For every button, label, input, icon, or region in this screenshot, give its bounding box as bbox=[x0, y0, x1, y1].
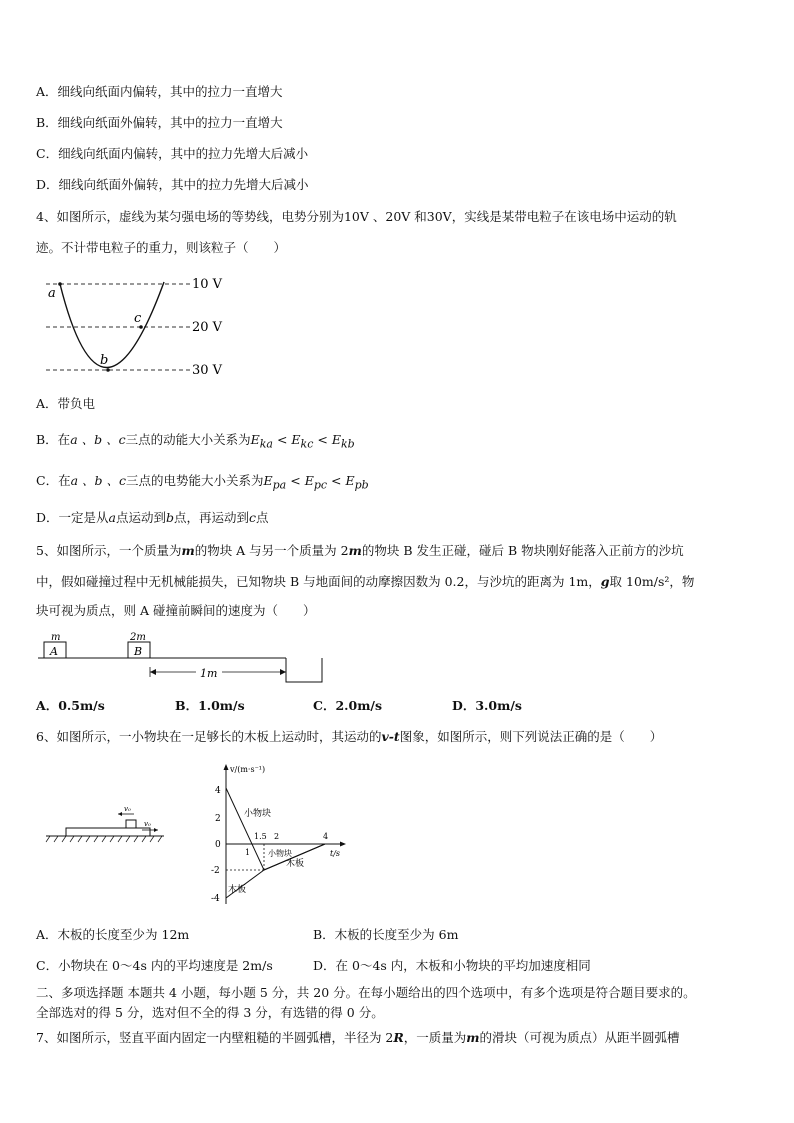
q6-option-d: D．在 0～4s 内，木板和小物块的平均加速度相同 bbox=[313, 958, 591, 973]
label-block-2: 小物块 bbox=[268, 849, 292, 858]
block-a-label: A bbox=[50, 645, 58, 658]
board-velocity-label: v₀ bbox=[144, 820, 151, 828]
block-b-mass: 2m bbox=[130, 632, 146, 643]
q5-stem-line2: 中，假如碰撞过程中无机械能损失，已知物块 B 与地面间的动摩擦因数为 0.2，与沙坑的距离为 1m，g取 10m/s²，物 bbox=[36, 574, 695, 589]
q5-option-d: D．3.0m/s bbox=[452, 698, 522, 713]
distance-label: 1m bbox=[200, 667, 218, 680]
t-axis-label: t/s bbox=[330, 849, 341, 858]
point-b: b bbox=[100, 353, 109, 368]
tick-x15: 1.5 bbox=[254, 832, 267, 841]
q3-option-c: C．细线向纸面内偏转，其中的拉力先增大后减小 bbox=[36, 146, 309, 161]
q5-option-b: B．1.0m/s bbox=[175, 698, 245, 713]
q3-option-d: D．细线向纸面外偏转，其中的拉力先增大后减小 bbox=[36, 177, 309, 192]
q4-option-a: A．带负电 bbox=[36, 396, 96, 411]
block-velocity-label: v₀ bbox=[124, 805, 131, 813]
label-10v: 10 V bbox=[192, 277, 223, 292]
board bbox=[66, 828, 150, 836]
label-board-2: 木板 bbox=[228, 885, 247, 895]
tick-yn4: -4 bbox=[211, 894, 220, 904]
tick-y2: 2 bbox=[215, 814, 221, 824]
tick-x1: 1 bbox=[245, 848, 251, 857]
q6-stem: 6、如图所示，一小物块在一足够长的木板上运动时，其运动的v-t图象，如图所示，则下列说法正确的是（ ） bbox=[36, 729, 663, 744]
q6-option-a: A．木板的长度至少为 12m bbox=[36, 927, 190, 942]
q6-option-c: C．小物块在 0～4s 内的平均速度是 2m/s bbox=[36, 958, 273, 973]
q4-equipotential-figure bbox=[40, 272, 240, 382]
q6-board-figure bbox=[46, 806, 176, 856]
sand-pit bbox=[286, 658, 322, 682]
block-b-label: B bbox=[134, 645, 143, 658]
point-c: c bbox=[134, 311, 142, 326]
q5-option-c: C．2.0m/s bbox=[313, 698, 383, 713]
q5-option-a: A．0.5m/s bbox=[36, 698, 105, 713]
q6-vt-graph bbox=[206, 760, 356, 910]
q4-option-b: B．在a 、b 、c三点的动能大小关系为$E_{ka} < E_{kc} < E_{kb}$ bbox=[36, 432, 355, 451]
point-a: a bbox=[48, 286, 56, 301]
q6-option-b: B．木板的长度至少为 6m bbox=[313, 927, 459, 942]
q3-option-a: A．细线向纸面内偏转，其中的拉力一直增大 bbox=[36, 84, 283, 99]
section2-line2: 全部选对的得 5 分，选对但不全的得 3 分，有选错的得 0 分。 bbox=[36, 1005, 384, 1020]
q3-option-b: B．细线向纸面外偏转，其中的拉力一直增大 bbox=[36, 115, 283, 130]
block-a-mass: m bbox=[51, 632, 61, 643]
label-block: 小物块 bbox=[244, 809, 272, 819]
v-axis-label: v/(m·s⁻¹) bbox=[230, 765, 266, 774]
tick-x2: 2 bbox=[274, 832, 280, 841]
tick-x4: 4 bbox=[323, 832, 329, 841]
particle-trajectory bbox=[60, 282, 164, 368]
section2-line1: 二、多项选择题 本题共 4 小题，每小题 5 分，共 20 分。在每小题给出的四个选项中，有多个选项是符合题目要求的。 bbox=[36, 985, 696, 1000]
q4-option-c: C．在a 、b 、c三点的电势能大小关系为$E_{pa} < E_{pc} < E_{pb}$ bbox=[36, 473, 369, 492]
block-line-1 bbox=[226, 788, 264, 870]
q5-collision-figure bbox=[38, 630, 338, 690]
tick-y4: 4 bbox=[215, 786, 221, 796]
label-board: 木板 bbox=[286, 859, 305, 869]
q4-option-d: D．一定是从a点运动到b点，再运动到c点 bbox=[36, 510, 269, 525]
tick-y0: 0 bbox=[215, 840, 221, 850]
tick-yn2: -2 bbox=[211, 866, 220, 876]
q4-stem-line1: 4、如图所示，虚线为某匀强电场的等势线，电势分别为10V 、20V 和30V，实线是某带电粒子在该电场中运动的轨 bbox=[36, 209, 677, 224]
label-20v: 20 V bbox=[192, 320, 223, 335]
small-block bbox=[126, 820, 136, 828]
q5-stem-line3: 块可视为质点，则 A 碰撞前瞬间的速度为（ ） bbox=[36, 603, 316, 618]
q5-stem-line1: 5、如图所示，一个质量为m的物块 A 与另一个质量为 2m的物块 B 发生正碰，碰后 B 物块刚好能落入正前方的沙坑 bbox=[36, 543, 684, 558]
q4-stem-line2: 迹。不计带电粒子的重力，则该粒子（ ） bbox=[36, 240, 287, 255]
q7-stem: 7、如图所示，竖直平面内固定一内壁粗糙的半圆弧槽，半径为 2R，一质量为m的滑块（可视为质点）从距半圆弧槽 bbox=[36, 1030, 680, 1045]
label-30v: 30 V bbox=[192, 363, 223, 378]
